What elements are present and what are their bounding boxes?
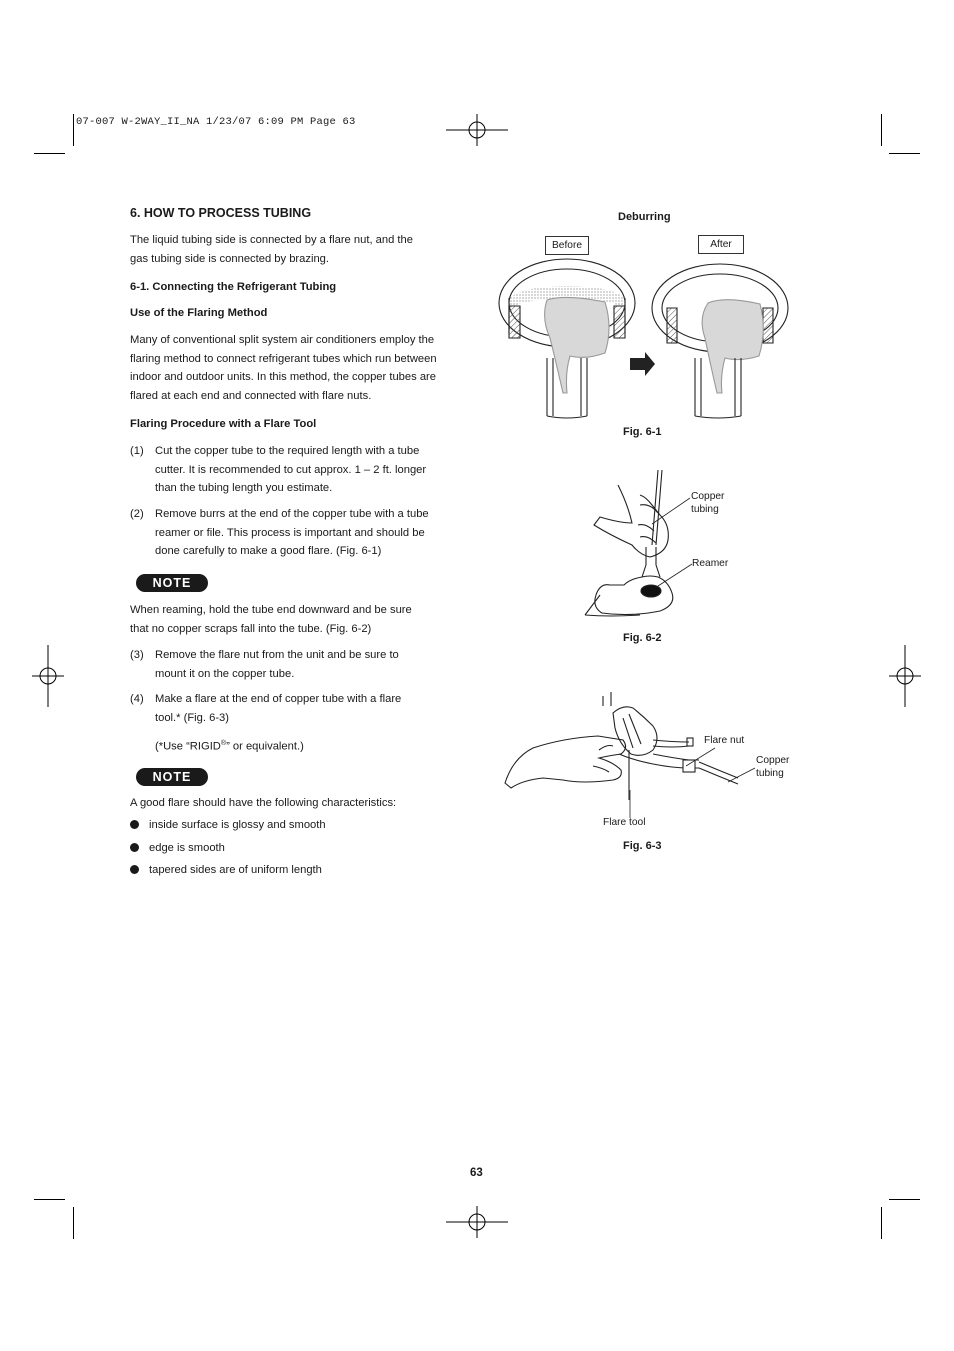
paragraph-line: flared at each end and connected with flare nuts.: [130, 389, 372, 402]
section-title: 6. HOW TO PROCESS TUBING: [130, 206, 312, 220]
before-tube: [499, 259, 635, 418]
deburring-illustration: [495, 258, 795, 420]
step-line: tool.* (Fig. 6-3): [155, 711, 229, 724]
step-line: Remove the flare nut from the unit and be sure to: [155, 649, 399, 661]
rigid-note: [155, 735, 304, 756]
flare-nut-label: Flare nut: [704, 735, 745, 746]
step-number: (1): [130, 445, 144, 457]
rigid-note-text: ” or equivalent.): [226, 740, 304, 753]
step-line: done carefully to make a good flare. (Fig. 6-1): [155, 545, 382, 558]
bullet-item: [130, 819, 430, 833]
paragraph-line: flaring method to connect refrigerant tubes which run between: [130, 352, 437, 365]
fig3-leader-lines: [620, 740, 760, 820]
flaring-method-heading: Use of the Flaring Method: [130, 307, 268, 319]
fig2-leader-lines: [640, 494, 700, 594]
step-line: than the tubing length you estimate.: [155, 482, 333, 495]
copper-tubing-label-fig3: [756, 754, 789, 780]
fig1-title: Deburring: [618, 211, 671, 223]
step-text: [155, 442, 426, 498]
rigid-note-text: (*Use “RIGID: [155, 740, 221, 753]
note-badge: NOTE: [136, 574, 208, 592]
bullet-dot: [130, 865, 139, 874]
bullet-text: edge is smooth: [149, 842, 225, 854]
fig2-caption: Fig. 6-2: [623, 632, 662, 644]
step-4: [130, 690, 450, 730]
registered-mark: ®: [220, 740, 227, 747]
step-line: cutter. It is recommended to cut approx. 1 – 2 ft. longer: [155, 463, 427, 476]
paragraph-line: indoor and outdoor units. In this method, the copper tubes are: [130, 371, 436, 384]
step-line: Make a flare at the end of copper tube with a flare: [155, 693, 402, 705]
bullet-item: [130, 842, 430, 856]
after-label: After: [698, 235, 744, 254]
flaring-method-text: [130, 331, 437, 405]
section-intro: [130, 231, 413, 268]
step-number: (2): [130, 508, 144, 520]
step-text: [155, 690, 401, 727]
label-line: tubing: [691, 504, 719, 515]
page-number: 63: [470, 1167, 483, 1179]
note-1-text: [130, 601, 412, 638]
reamer-label: Reamer: [692, 558, 729, 569]
label-line: Copper: [691, 491, 725, 502]
step-text: [155, 505, 429, 561]
fig1-caption: Fig. 6-1: [623, 426, 662, 438]
step-line: reamer or file. This process is important and should be: [155, 526, 425, 539]
note-line: that no copper scraps fall into the tube. (Fig. 6-2): [130, 622, 372, 635]
intro-line: The liquid tubing side is connected by a flare nut, and the: [130, 234, 413, 246]
paragraph-line: Many of conventional split system air conditioners employ the: [130, 334, 435, 346]
step-number: (4): [130, 693, 144, 705]
before-label: Before: [545, 236, 589, 255]
procedure-heading: Flaring Procedure with a Flare Tool: [130, 418, 317, 430]
step-text: [155, 646, 399, 683]
note-badge: NOTE: [136, 768, 208, 786]
bullet-item: [130, 864, 430, 878]
intro-line: gas tubing side is connected by brazing.: [130, 252, 330, 265]
step-1: [130, 442, 450, 502]
flare-tool-label: Flare tool: [603, 817, 646, 828]
step-line: Remove burrs at the end of the copper tube with a tube: [155, 508, 429, 520]
note-line: When reaming, hold the tube end downward and be sure: [130, 604, 412, 616]
bullet-text: inside surface is glossy and smooth: [149, 819, 326, 831]
note-2-text: A good flare should have the following characteristics:: [130, 797, 397, 809]
fig3-caption: Fig. 6-3: [623, 840, 662, 852]
subsection-title: 6-1. Connecting the Refrigerant Tubing: [130, 281, 337, 293]
step-number: (3): [130, 649, 144, 661]
print-slug-line: 07-007 W-2WAY_II_NA 1/23/07 6:09 PM Page 63: [76, 116, 356, 128]
after-tube: [652, 264, 788, 418]
step-line: mount it on the copper tube.: [155, 667, 295, 680]
step-line: Cut the copper tube to the required length with a tube: [155, 445, 420, 457]
label-line: tubing: [756, 768, 784, 779]
bullet-dot: [130, 843, 139, 852]
label-line: Copper: [756, 755, 790, 766]
arrow-right-icon: [630, 352, 655, 376]
step-3: [130, 646, 450, 686]
bullet-dot: [130, 820, 139, 829]
step-2: [130, 505, 450, 565]
bullet-text: tapered sides are of uniform length: [149, 864, 322, 876]
